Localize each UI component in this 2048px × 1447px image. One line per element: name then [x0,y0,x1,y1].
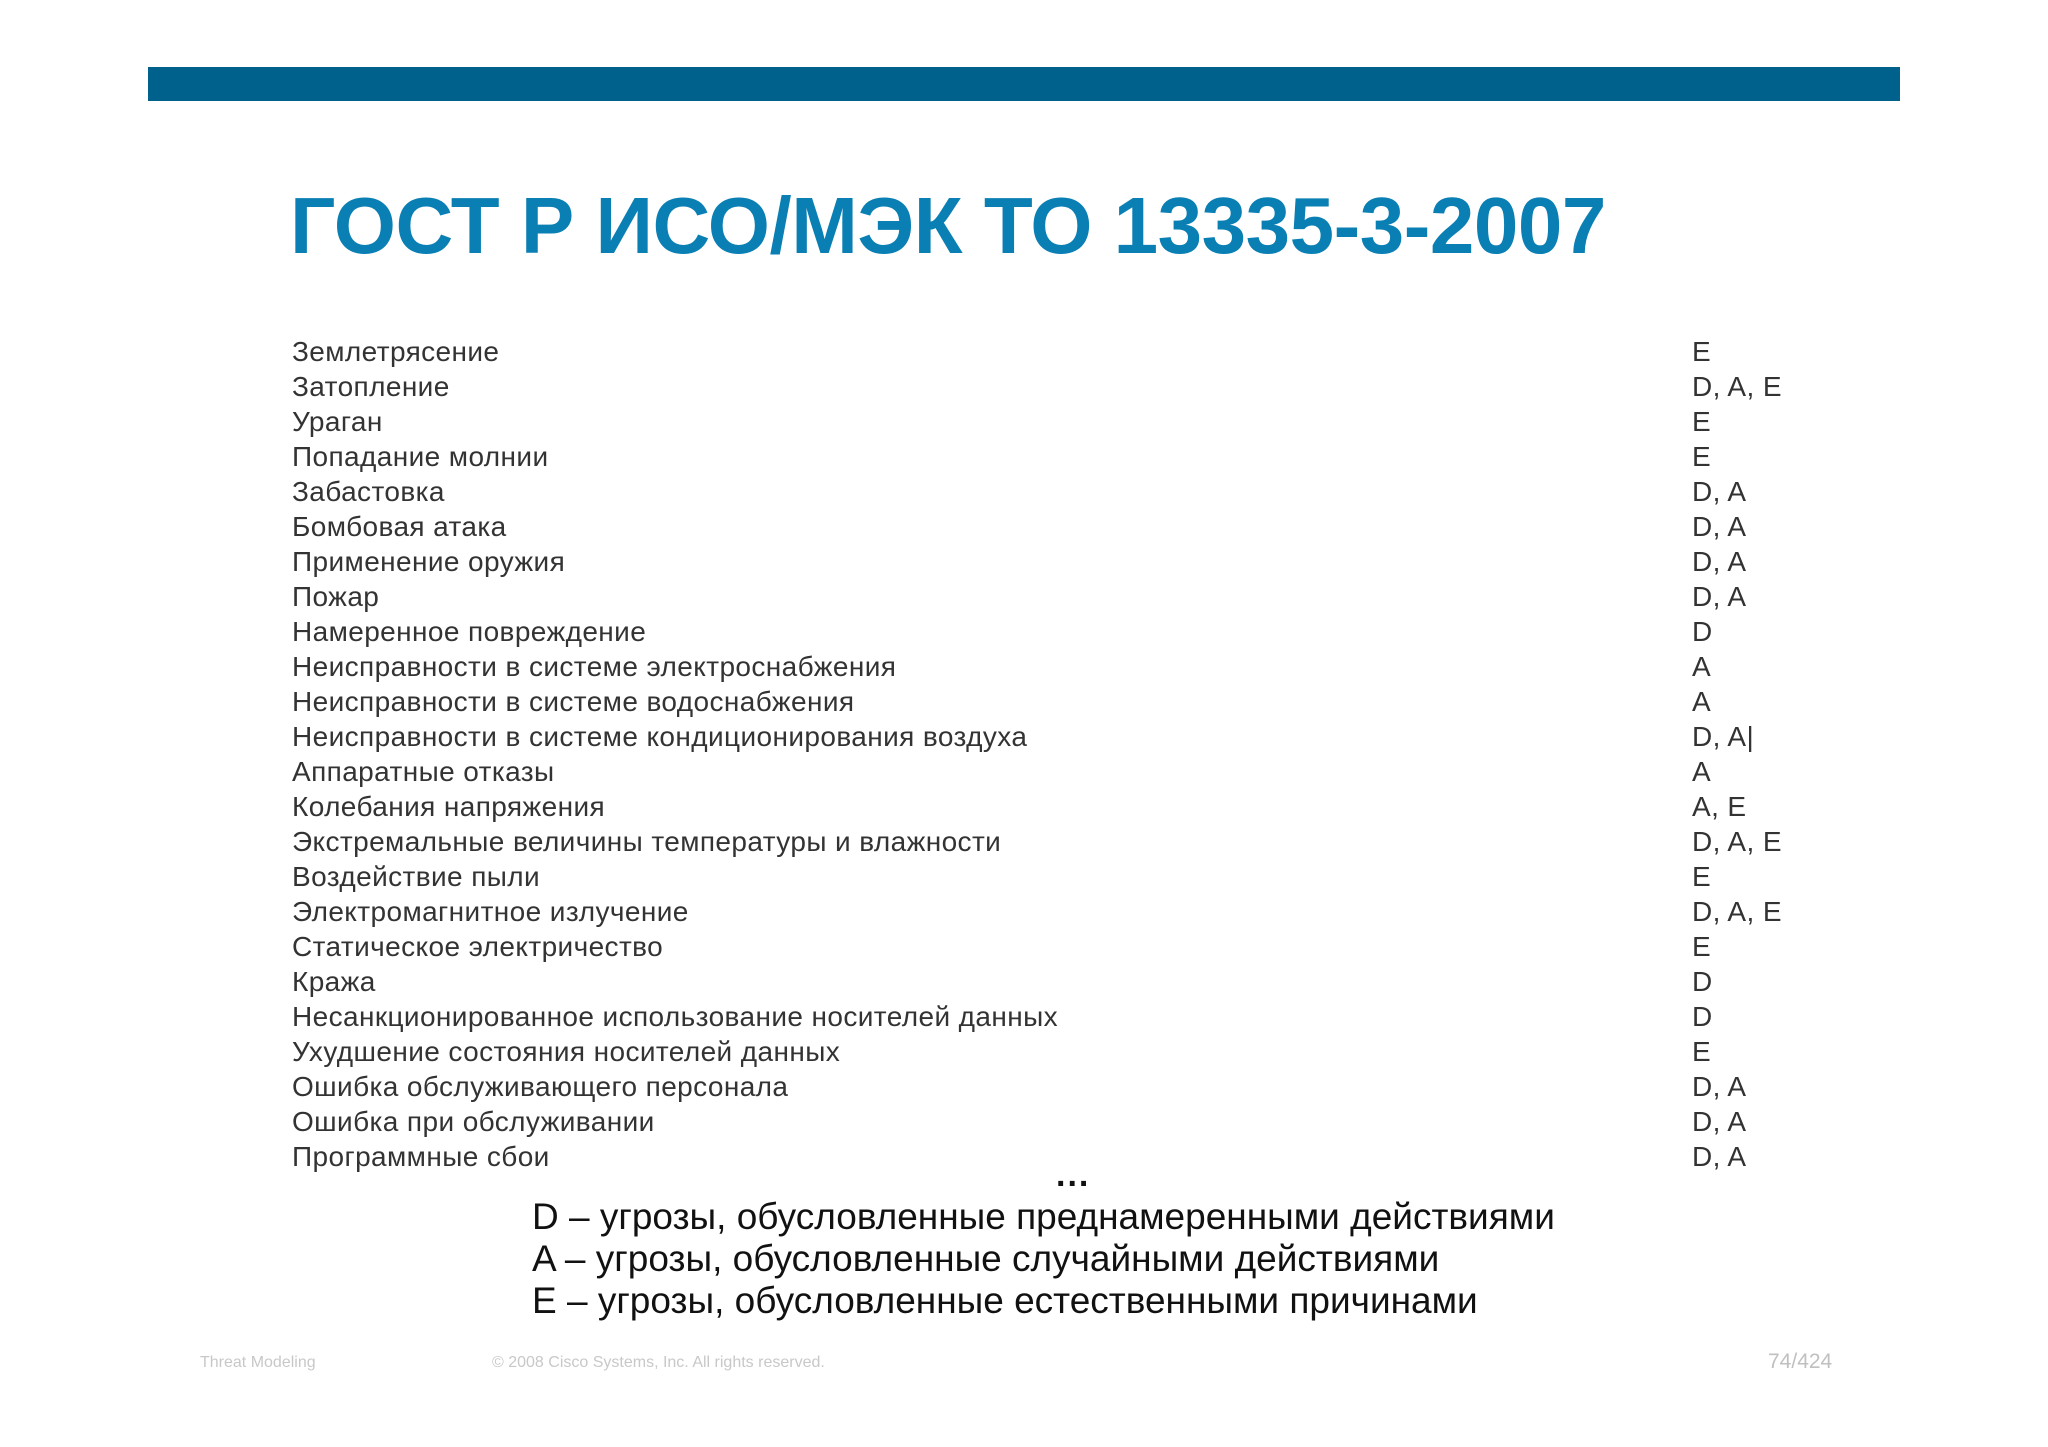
threat-code: D, A [1692,545,1747,577]
footer-copyright: © 2008 Cisco Systems, Inc. All rights reserved. [492,1354,825,1371]
footer-left-text: Threat Modeling [200,1354,316,1371]
legend-line: A – угрозы, обусловленные случайными действиями [532,1238,1440,1279]
threat-row [292,474,1812,509]
threat-name: Колебания напряжения [292,790,606,822]
slide-title: ГОСТ Р ИСО/МЭК ТО 13335-3-2007 [290,181,1606,270]
threat-name: Намеренное повреждение [292,615,647,647]
threat-name: Ошибка обслуживающего персонала [292,1070,789,1102]
threat-row [292,719,1812,754]
legend [532,1196,1555,1322]
threat-row [292,964,1812,999]
threat-name: Программные сбои [292,1140,550,1172]
threat-row [292,544,1812,579]
threat-row [292,824,1812,859]
threat-row [292,404,1812,439]
threat-code: D, A [1692,1070,1747,1102]
threat-name: Неисправности в системе электроснабжения [292,650,897,682]
threat-row [292,754,1812,789]
threat-name: Статическое электричество [292,930,664,962]
threat-row [292,614,1812,649]
threat-code: E [1692,930,1712,962]
page-number: 74/424 [1768,1350,1833,1373]
top-accent-bar [148,67,1900,101]
threat-name: Аппаратные отказы [292,755,555,787]
threat-name: Землетрясение [292,335,500,367]
threat-code: A [1692,755,1712,787]
threat-code: E [1692,860,1712,892]
threat-name: Воздействие пыли [292,860,541,892]
threat-name: Применение оружия [292,545,566,577]
threat-name: Пожар [292,580,380,612]
threat-name: Неисправности в системе водоснабжения [292,685,855,717]
threat-code: E [1692,335,1712,367]
threat-code: E [1692,440,1712,472]
threat-code: D, A [1692,475,1747,507]
threat-code: D, A, E [1692,370,1782,402]
threat-row [292,999,1812,1034]
threat-name: Забастовка [292,475,445,507]
threat-row [292,894,1812,929]
threat-name: Ошибка при обслуживании [292,1105,655,1137]
threat-row [292,1069,1812,1104]
threat-code: E [1692,405,1712,437]
threat-name: Бомбовая атака [292,510,507,542]
threat-code: D, A [1692,510,1747,542]
threat-code: D [1692,1000,1713,1032]
threat-code: A [1692,685,1712,717]
threat-code: D, A| [1692,720,1755,752]
threat-name: Электромагнитное излучение [292,895,689,927]
threat-row [292,1034,1812,1069]
threat-code: A [1692,650,1712,682]
threat-row [292,369,1812,404]
threat-name: Экстремальные величины температуры и влажности [292,825,1002,857]
threat-row [292,789,1812,824]
threat-row [292,509,1812,544]
threat-name: Ураган [292,405,383,437]
threat-row [292,334,1812,369]
threat-row [292,649,1812,684]
threat-name: Попадание молнии [292,440,549,472]
threat-row [292,929,1812,964]
threat-name: Кража [292,965,376,997]
threat-code: D, A [1692,1140,1747,1172]
threat-row [292,1139,1812,1174]
threat-code: A, E [1692,790,1747,822]
threat-row [292,579,1812,614]
threat-code: D [1692,615,1713,647]
threat-name: Несанкционированное использование носителей данных [292,1000,1059,1032]
threat-name: Ухудшение состояния носителей данных [292,1035,841,1067]
threat-row [292,439,1812,474]
threat-code: D [1692,965,1713,997]
threat-row [292,859,1812,894]
threat-code: D, A, E [1692,895,1782,927]
threat-code: D, A, E [1692,825,1782,857]
threat-code: E [1692,1035,1712,1067]
ellipsis: ... [1056,1156,1091,1194]
threat-table [292,334,1812,1174]
legend-line: D – угрозы, обусловленные преднамеренными действиями [532,1196,1555,1237]
threat-code: D, A [1692,580,1747,612]
threat-row [292,1104,1812,1139]
threat-code: D, A [1692,1105,1747,1137]
threat-name: Неисправности в системе кондиционирования воздуха [292,720,1028,752]
legend-line: E – угрозы, обусловленные естественными причинами [532,1280,1478,1321]
threat-row [292,684,1812,719]
threat-name: Затопление [292,370,450,402]
